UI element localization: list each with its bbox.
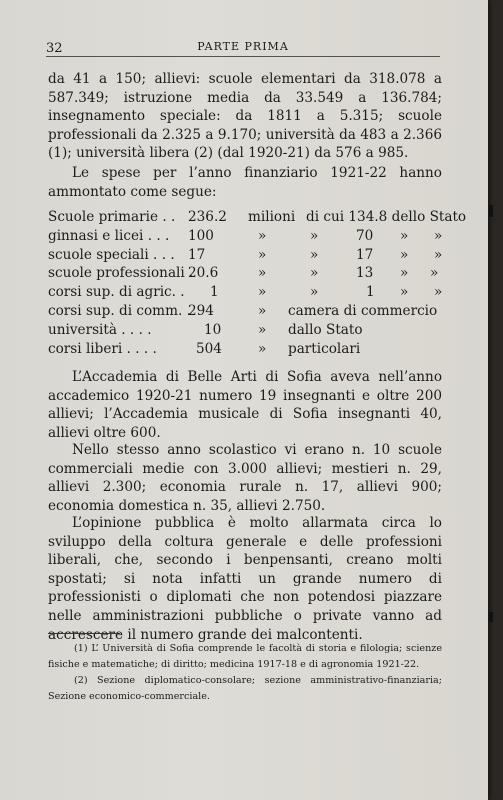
- row-label: scuole speciali . . .: [48, 246, 175, 263]
- ditto-mark: »: [258, 265, 267, 282]
- paragraph-spese: [48, 164, 442, 201]
- row-note: camera di commercio: [288, 302, 438, 319]
- row-note: dallo Stato: [288, 321, 363, 338]
- paragraph-text: Nello stesso anno scolastico vi erano n. 10 scuole commerciali medie con 3.000 allievi; mestieri n. 29, allievi 2.300; economia rurale n. 17, allievi 900; economia domestica n. 35, allievi 2.750.: [48, 442, 442, 514]
- row-value: 294: [188, 302, 214, 319]
- row-state-value: 1: [366, 284, 375, 301]
- table-row: [48, 303, 446, 322]
- paragraph-opinione: [48, 514, 442, 644]
- paragraph-text: da 41 a 150; allievi: scuole elementari da 318.078 a 587.349; istruzione media da 33.549 a 136.784; insegnamento speciale: da 1811 a 5.315; scuole professionali da 2.325 a 9.170; università da 483 a 2.366 (1); università libera (2) (dal 1920-21) da 576 a 985.: [48, 71, 442, 162]
- ditto-mark: »: [400, 227, 409, 244]
- row-note: di cui 134.8 dello Stato: [306, 209, 467, 225]
- row-label: università . . . .: [48, 321, 152, 338]
- ditto-mark: »: [310, 227, 319, 244]
- spese-table: [48, 209, 467, 359]
- paragraph-text: Le spese per l’anno finanziario 1921-22 hanno ammontato come segue:: [48, 165, 442, 200]
- row-label: Scuole primarie . .: [48, 209, 176, 225]
- row-unit: milioni: [248, 209, 296, 225]
- ditto-mark: »: [430, 265, 439, 282]
- row-label: corsi liberi . . . .: [48, 340, 157, 357]
- table-row: [48, 341, 446, 360]
- paragraph-continuation: [48, 70, 442, 163]
- ditto-mark: »: [400, 284, 409, 301]
- row-label: corsi sup. di comm. .: [48, 302, 191, 319]
- footnote-2: (2) Sezione diplomatico-consolare; sezione amministrativo-finanziaria; Sezione economico-commerciale.: [48, 675, 442, 702]
- row-value: 504: [196, 340, 222, 357]
- ditto-mark: »: [400, 246, 409, 263]
- table-row: [48, 209, 467, 228]
- row-label: ginnasi e licei . . .: [48, 227, 170, 244]
- paragraph-accademia: [48, 368, 442, 442]
- table-row: [48, 265, 446, 284]
- page-number: 32: [46, 41, 63, 56]
- table-row: [48, 228, 446, 247]
- footnote-rule: [48, 633, 120, 634]
- row-state-value: 13: [356, 265, 374, 282]
- row-note: particolari: [288, 340, 361, 357]
- row-value: 10: [204, 321, 222, 338]
- row-value: 20.6: [188, 265, 219, 282]
- row-label: corsi sup. di agric. .: [48, 284, 185, 301]
- ditto-mark: »: [434, 246, 443, 263]
- row-value: 17: [188, 246, 206, 263]
- footnote-1: (1) L’ Università di Sofia comprende le facoltà di storia e filologia; scienze fisiche e matematiche; di diritto; medicina 1917-18 e di agronomia 1921-22.: [48, 643, 442, 670]
- ditto-mark: »: [258, 246, 267, 263]
- row-label: scuole professionali .: [48, 265, 194, 282]
- running-head: PARTE PRIMA: [197, 40, 289, 53]
- ditto-mark: »: [258, 340, 267, 357]
- row-state-value: 70: [356, 227, 374, 244]
- ditto-mark: »: [258, 302, 267, 319]
- page-edge-mark: [489, 205, 493, 217]
- table-row: [48, 247, 446, 266]
- paragraph-scuole: [48, 441, 442, 515]
- row-state-value: 17: [356, 246, 374, 263]
- table-row: [48, 322, 446, 341]
- ditto-mark: »: [258, 227, 267, 244]
- page-header: [46, 36, 440, 57]
- ditto-mark: »: [258, 321, 267, 338]
- ditto-mark: »: [310, 284, 319, 301]
- ditto-mark: »: [434, 284, 443, 301]
- ditto-mark: »: [310, 246, 319, 263]
- paragraph-text: L’Accademia di Belle Arti di Sofia aveva nell’anno accademico 1920-21 numero 19 insegnanti e oltre 200 allievi; l’Accademia musicale di Sofia insegnanti 40, allievi oltre 600.: [48, 369, 442, 441]
- page-edge-mark: [489, 612, 493, 622]
- row-value: 100: [188, 227, 214, 244]
- row-value: 1: [210, 284, 219, 301]
- table-row: [48, 284, 446, 303]
- paragraph-text: L’opinione pubblica è molto allarmata circa lo sviluppo della coltura generale e delle professioni liberali, che, secondo i benpensanti, creano molti spostati; si nota infatti un grande numero di professionisti o diplomati che non potendosi piazzare nelle amministrazioni pubbliche o private vanno ad accrescere il numero grande dei malcontenti.: [48, 515, 442, 643]
- ditto-mark: »: [434, 227, 443, 244]
- ditto-mark: »: [310, 265, 319, 282]
- ditto-mark: »: [400, 265, 409, 282]
- ditto-mark: »: [258, 284, 267, 301]
- footnotes: [48, 641, 442, 705]
- row-value: 236.2: [188, 209, 227, 225]
